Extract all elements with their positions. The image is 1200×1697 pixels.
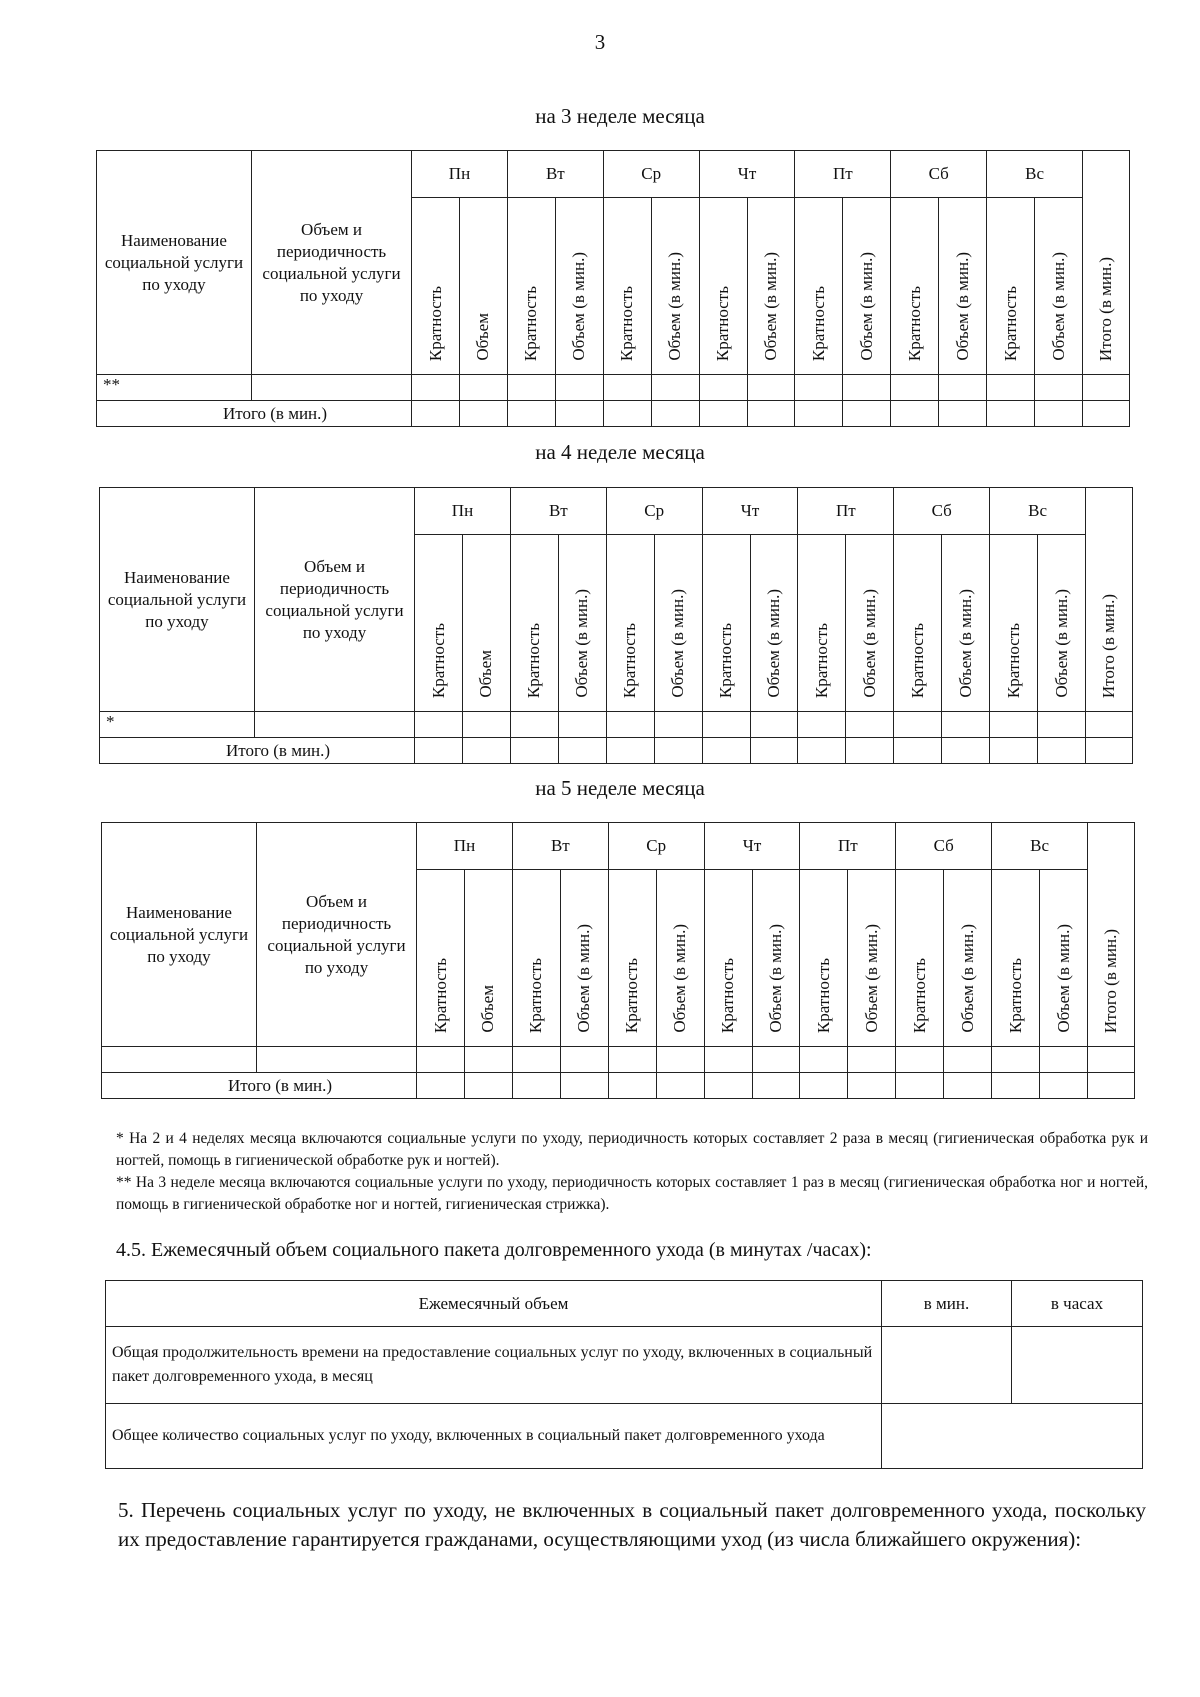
total-cell[interactable]	[846, 738, 894, 764]
total-row-label: Итого (в мин.)	[97, 401, 412, 427]
day-header: Ср	[608, 823, 704, 870]
subcol-header: Кратность	[800, 870, 848, 1047]
table-cell[interactable]	[894, 712, 942, 738]
subcol-header: Объем (в мин.)	[560, 870, 608, 1047]
total-cell[interactable]	[747, 401, 795, 427]
subcol-header: Кратность	[606, 535, 654, 712]
total-cell[interactable]	[560, 1073, 608, 1099]
subcol-header: Объем (в мин.)	[558, 535, 606, 712]
total-cell[interactable]	[603, 401, 651, 427]
table-cell[interactable]	[843, 375, 891, 401]
monthly-header-volume: Ежемесячный объем	[106, 1281, 882, 1327]
subcol-header: Кратность	[798, 535, 846, 712]
monthly-cell-hours-1[interactable]	[1012, 1327, 1143, 1404]
subcol-header: Объем (в мин.)	[1040, 870, 1088, 1047]
subcol-header: Кратность	[608, 870, 656, 1047]
table-cell[interactable]	[558, 712, 606, 738]
page-number: 3	[594, 30, 606, 54]
table-cell[interactable]	[459, 375, 507, 401]
table-cell[interactable]	[656, 1047, 704, 1073]
table-cell[interactable]	[415, 712, 463, 738]
table-cell[interactable]	[747, 375, 795, 401]
subcol-header: Объем (в мин.)	[843, 198, 891, 375]
section-5-text: 5. Перечень социальных услуг по уходу, не включенных в социальный пакет долговременного ухода, поскольку их предоставление гарантируется гражданами, осуществляющими уход (из числа ближайшего окружения):	[118, 1498, 1146, 1551]
table-cell[interactable]	[848, 1047, 896, 1073]
day-header: Ср	[606, 488, 702, 535]
table-cell[interactable]	[512, 1047, 560, 1073]
total-cell[interactable]	[1040, 1073, 1088, 1099]
subcol-header: Объем (в мин.)	[555, 198, 603, 375]
table-cell[interactable]	[1038, 712, 1086, 738]
week-5-table	[101, 822, 1135, 1099]
subcol-header: Кратность	[415, 535, 463, 712]
header-total: Итого (в мин.)	[1088, 823, 1135, 1047]
day-header: Пт	[800, 823, 896, 870]
header-service-name: Наименование социальной услуги по уходу	[97, 151, 252, 375]
total-row-label: Итого (в мин.)	[102, 1073, 417, 1099]
total-cell[interactable]	[702, 738, 750, 764]
total-cell[interactable]	[894, 738, 942, 764]
day-header: Пн	[415, 488, 511, 535]
total-cell[interactable]	[987, 401, 1035, 427]
week-5-title: на 5 неделе месяца	[535, 776, 705, 800]
table-cell[interactable]	[704, 1047, 752, 1073]
header-service-name: Наименование социальной услуги по уходу	[102, 823, 257, 1047]
monthly-header-hours: в часах	[1012, 1281, 1143, 1327]
subcol-header: Кратность	[990, 535, 1038, 712]
total-cell[interactable]	[412, 401, 460, 427]
subcol-header: Кратность	[987, 198, 1035, 375]
total-cell[interactable]	[1088, 1073, 1135, 1099]
day-header: Вс	[987, 151, 1083, 198]
total-cell[interactable]	[800, 1073, 848, 1099]
subcol-header: Объем (в мин.)	[1038, 535, 1086, 712]
total-cell[interactable]	[415, 738, 463, 764]
subcol-header: Кратность	[795, 198, 843, 375]
subcol-header: Объем (в мин.)	[752, 870, 800, 1047]
total-cell[interactable]	[654, 738, 702, 764]
footnotes	[116, 1128, 1148, 1216]
day-header: Пт	[795, 151, 891, 198]
total-cell[interactable]	[558, 738, 606, 764]
header-service-name: Наименование социальной услуги по уходу	[100, 488, 255, 712]
total-cell[interactable]	[510, 738, 558, 764]
total-cell[interactable]	[1083, 401, 1130, 427]
table-cell[interactable]	[654, 712, 702, 738]
table-cell[interactable]	[702, 712, 750, 738]
table-cell[interactable]	[896, 1047, 944, 1073]
day-header: Вт	[512, 823, 608, 870]
header-volume-periodicity: Объем и периодичность социальной услуги по уходу	[251, 151, 411, 375]
subcol-header: Объем (в мин.)	[651, 198, 699, 375]
table-cell[interactable]	[603, 375, 651, 401]
subcol-header: Объем (в мин.)	[654, 535, 702, 712]
table-cell[interactable]	[555, 375, 603, 401]
table-cell[interactable]	[560, 1047, 608, 1073]
table-cell[interactable]	[990, 712, 1038, 738]
total-cell[interactable]	[1086, 738, 1133, 764]
table-cell[interactable]	[412, 375, 460, 401]
footnote-2: ** На 3 неделе месяца включаются социальные услуги по уходу, периодичность которых составляет 1 раз в месяц (гигиеническая обработка ног и ногтей, помощь в гигиенической обработке ног и ногтей, гигиеническая стрижка).	[116, 1174, 1148, 1213]
day-header: Вт	[507, 151, 603, 198]
day-header: Чт	[699, 151, 795, 198]
total-cell[interactable]	[507, 401, 555, 427]
total-cell[interactable]	[656, 1073, 704, 1099]
table-cell[interactable]	[1083, 375, 1130, 401]
monthly-row-duration: Общая продолжительность времени на предоставление социальных услуг по уходу, включенных в социальный пакет долговременного ухода, в месяц	[106, 1327, 882, 1404]
monthly-cell-count[interactable]	[882, 1404, 1143, 1469]
subcol-header: Кратность	[510, 535, 558, 712]
total-cell[interactable]	[462, 738, 510, 764]
table-cell[interactable]	[750, 712, 798, 738]
service-row-marker[interactable]: *	[100, 712, 255, 738]
section-4-5-title: 4.5. Ежемесячный объем социального пакета долговременного ухода (в минутах /часах):	[116, 1239, 872, 1261]
header-total: Итого (в мин.)	[1083, 151, 1130, 375]
day-header: Сб	[896, 823, 992, 870]
total-cell[interactable]	[752, 1073, 800, 1099]
service-row-marker[interactable]	[102, 1047, 257, 1073]
table-cell[interactable]	[1088, 1047, 1135, 1073]
total-cell[interactable]	[798, 738, 846, 764]
subcol-header: Кратность	[894, 535, 942, 712]
table-cell[interactable]	[462, 712, 510, 738]
subcol-header: Кратность	[704, 870, 752, 1047]
header-total: Итого (в мин.)	[1086, 488, 1133, 712]
table-cell[interactable]	[651, 375, 699, 401]
table-cell[interactable]	[608, 1047, 656, 1073]
table-cell[interactable]	[464, 1047, 512, 1073]
monthly-header-min: в мин.	[882, 1281, 1012, 1327]
header-volume-periodicity: Объем и периодичность социальной услуги по уходу	[256, 823, 416, 1047]
total-cell[interactable]	[704, 1073, 752, 1099]
subcol-header: Объем (в мин.)	[942, 535, 990, 712]
table-cell[interactable]	[992, 1047, 1040, 1073]
subcol-header: Объем (в мин.)	[656, 870, 704, 1047]
total-cell[interactable]	[990, 738, 1038, 764]
day-header: Ср	[603, 151, 699, 198]
total-cell[interactable]	[939, 401, 987, 427]
monthly-volume-table	[105, 1280, 1143, 1469]
table-cell[interactable]	[1035, 375, 1083, 401]
service-row-marker[interactable]: **	[97, 375, 252, 401]
table-cell[interactable]	[942, 712, 990, 738]
subcol-header: Объем (в мин.)	[848, 870, 896, 1047]
table-cell[interactable]	[1086, 712, 1133, 738]
table-cell[interactable]	[417, 1047, 465, 1073]
week-4-table	[99, 487, 1133, 764]
table-cell[interactable]	[699, 375, 747, 401]
table-cell[interactable]	[987, 375, 1035, 401]
week-3-table	[96, 150, 1130, 427]
day-header: Сб	[891, 151, 987, 198]
total-cell[interactable]	[992, 1073, 1040, 1099]
day-header: Чт	[702, 488, 798, 535]
monthly-cell-min-1[interactable]	[882, 1327, 1012, 1404]
subcol-header: Объем (в мин.)	[939, 198, 987, 375]
total-cell[interactable]	[464, 1073, 512, 1099]
table-cell[interactable]	[939, 375, 987, 401]
total-cell[interactable]	[944, 1073, 992, 1099]
day-header: Чт	[704, 823, 800, 870]
total-cell[interactable]	[651, 401, 699, 427]
day-header: Пн	[417, 823, 513, 870]
day-header: Пт	[798, 488, 894, 535]
total-cell[interactable]	[795, 401, 843, 427]
subcol-header: Объем	[462, 535, 510, 712]
total-cell[interactable]	[606, 738, 654, 764]
subcol-header: Объем (в мин.)	[846, 535, 894, 712]
subcol-header: Объем	[459, 198, 507, 375]
table-cell[interactable]	[795, 375, 843, 401]
subcol-header: Объем (в мин.)	[1035, 198, 1083, 375]
total-row-label: Итого (в мин.)	[100, 738, 415, 764]
table-cell[interactable]	[254, 712, 414, 738]
table-cell[interactable]	[891, 375, 939, 401]
subcol-header: Кратность	[603, 198, 651, 375]
subcol-header: Кратность	[702, 535, 750, 712]
subcol-header: Объем (в мин.)	[750, 535, 798, 712]
total-cell[interactable]	[699, 401, 747, 427]
subcol-header: Кратность	[512, 870, 560, 1047]
week-4-title: на 4 неделе месяца	[535, 440, 705, 464]
table-cell[interactable]	[752, 1047, 800, 1073]
subcol-header: Кратность	[417, 870, 465, 1047]
table-cell[interactable]	[510, 712, 558, 738]
total-cell[interactable]	[843, 401, 891, 427]
day-header: Вс	[992, 823, 1088, 870]
subcol-header: Объем (в мин.)	[747, 198, 795, 375]
subcol-header: Кратность	[699, 198, 747, 375]
total-cell[interactable]	[459, 401, 507, 427]
subcol-header: Кратность	[992, 870, 1040, 1047]
day-header: Сб	[894, 488, 990, 535]
monthly-row-count: Общее количество социальных услуг по уходу, включенных в социальный пакет долговременного ухода	[106, 1404, 882, 1469]
subcol-header: Объем	[464, 870, 512, 1047]
table-cell[interactable]	[1040, 1047, 1088, 1073]
subcol-header: Объем (в мин.)	[944, 870, 992, 1047]
total-cell[interactable]	[942, 738, 990, 764]
table-cell[interactable]	[606, 712, 654, 738]
total-cell[interactable]	[555, 401, 603, 427]
week-3-title: на 3 неделе месяца	[535, 104, 705, 128]
header-volume-periodicity: Объем и периодичность социальной услуги по уходу	[254, 488, 414, 712]
table-cell[interactable]	[944, 1047, 992, 1073]
subcol-header: Кратность	[412, 198, 460, 375]
total-cell[interactable]	[608, 1073, 656, 1099]
day-header: Вт	[510, 488, 606, 535]
total-cell[interactable]	[1035, 401, 1083, 427]
total-cell[interactable]	[417, 1073, 465, 1099]
total-cell[interactable]	[848, 1073, 896, 1099]
subcol-header: Кратность	[891, 198, 939, 375]
total-cell[interactable]	[1038, 738, 1086, 764]
footnote-1: * На 2 и 4 неделях месяца включаются социальные услуги по уходу, периодичность которых составляет 2 раза в месяц (гигиеническая обработка рук и ногтей, помощь в гигиенической обработке рук и ногтей).	[116, 1130, 1148, 1169]
day-header: Пн	[412, 151, 508, 198]
table-cell[interactable]	[798, 712, 846, 738]
table-cell[interactable]	[507, 375, 555, 401]
table-cell[interactable]	[800, 1047, 848, 1073]
subcol-header: Кратность	[896, 870, 944, 1047]
table-cell[interactable]	[256, 1047, 416, 1073]
table-cell[interactable]	[846, 712, 894, 738]
table-cell[interactable]	[251, 375, 411, 401]
day-header: Вс	[990, 488, 1086, 535]
total-cell[interactable]	[891, 401, 939, 427]
subcol-header: Кратность	[507, 198, 555, 375]
total-cell[interactable]	[512, 1073, 560, 1099]
total-cell[interactable]	[750, 738, 798, 764]
total-cell[interactable]	[896, 1073, 944, 1099]
